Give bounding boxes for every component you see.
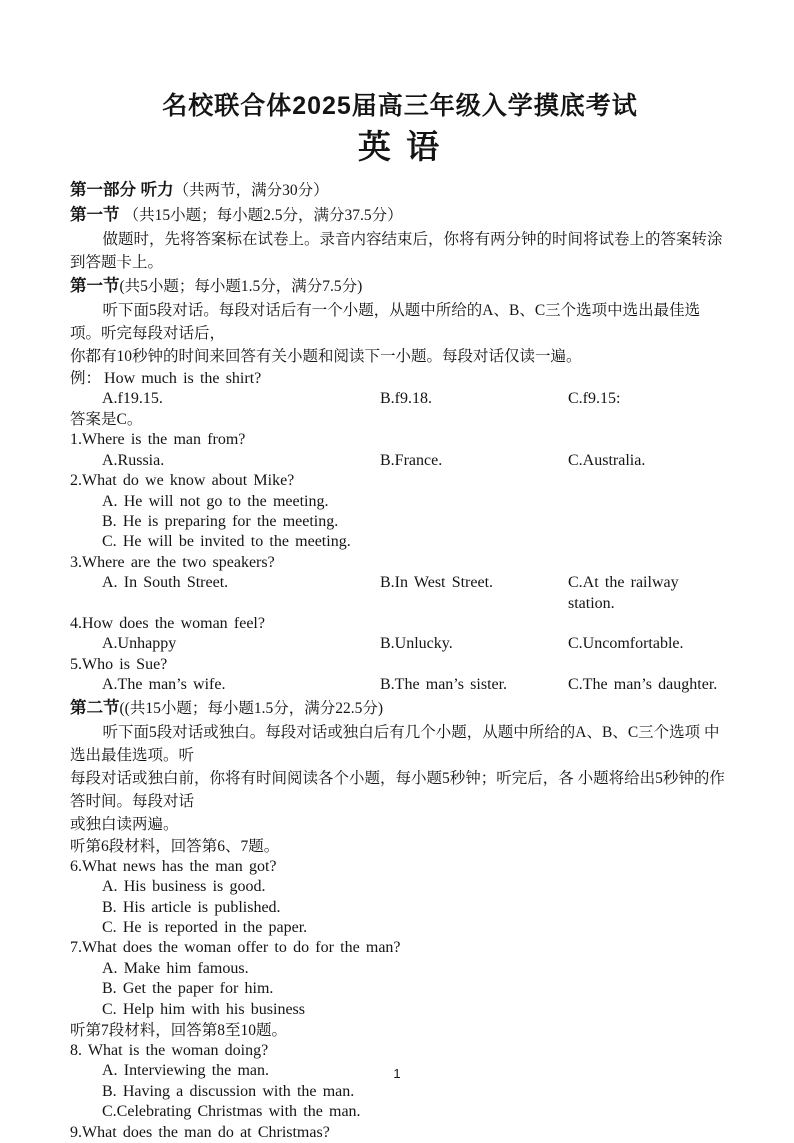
page-number: 1: [393, 1066, 401, 1081]
question-7-option-c: C. Help him with his business: [102, 1000, 306, 1018]
example-option-b: B.f9.18.: [380, 390, 432, 407]
question-5-option-a: A.The man’s wife.: [102, 676, 226, 694]
question-1-option-b: B.France.: [380, 451, 443, 469]
part1-label: 第一部分 听力: [70, 181, 174, 199]
section2-instruction-line-1: 听下面5段对话或独白。每段对话或独白后有几个小题，从题中所给的A、B、C三个选项 中选出最佳选项。听: [70, 723, 720, 764]
section1-heading: [70, 203, 730, 228]
question-8-option-b: B. Having a discussion with the man.: [102, 1082, 355, 1100]
exam-title: 名校联合体2025届高三年级入学摸底考试: [162, 92, 638, 120]
question-3-options: [70, 573, 730, 614]
example-options: [70, 389, 730, 409]
question-3-option-a: A. In South Street.: [102, 574, 229, 592]
question-4-option-b: B.Unlucky.: [380, 635, 453, 653]
audio-cue-material-7: 听第7段材料，回答第8至10题。: [70, 1021, 288, 1039]
question-8: 8. What is the woman doing?: [70, 1041, 269, 1059]
example-line: [70, 368, 730, 389]
question-2-option-a: A. He will not go to the meeting.: [102, 492, 329, 510]
section1b-heading: [70, 274, 730, 299]
section1b-instruction-line-2: 你都有10秒钟的时间来回答有关小题和阅读下一小题。每段对话仅读一遍。: [70, 348, 582, 365]
example-label: 例：: [70, 370, 102, 387]
question-1-option-c: C.Australia.: [568, 451, 646, 469]
question-5: 5.Who is Sue?: [70, 655, 168, 673]
question-3: 3.Where are the two speakers?: [70, 553, 275, 571]
question-9: 9.What does the man do at Christmas?: [70, 1123, 330, 1141]
question-3-option-c: C.At the railway station.: [568, 574, 679, 612]
question-6: 6.What news has the man got?: [70, 857, 277, 875]
question-3-option-b: B.In West Street.: [380, 574, 494, 592]
question-8-option-a: A. Interviewing the man.: [102, 1062, 269, 1080]
section2-instruction-line-3: 或独白读两遍。: [70, 815, 179, 833]
question-5-option-c: C.The man’s daughter.: [568, 676, 718, 694]
question-7: 7.What does the woman offer to do for the man?: [70, 939, 401, 957]
section1-note: （共15小题；每小题2.5分，满分37.5分）: [123, 207, 403, 224]
question-4-options: [70, 634, 730, 654]
question-4: 4.How does the woman feel?: [70, 615, 265, 633]
question-5-options: [70, 675, 730, 695]
part1-note: （共两节，满分30分）: [173, 182, 329, 199]
question-6-option-b: B. His article is published.: [102, 898, 281, 916]
question-6-option-c: C. He is reported in the paper.: [102, 918, 308, 936]
question-4-option-c: C.Uncomfortable.: [568, 635, 684, 653]
section1b-instruction-line-1: 听下面5段对话。每段对话后有一个小题，从题中所给的A、B、C三个选项中选出最佳选项。听完每段对话后，: [70, 302, 701, 342]
question-8-option-c: C.Celebrating Christmas with the man.: [102, 1103, 361, 1121]
question-5-option-b: B.The man’s sister.: [380, 676, 508, 694]
section2-instruction-line-2: 每段对话或独白前，你将有时间阅读各个小题，每小题5秒钟；听完后，各 小题将给出5秒钟的作答时间。每段对话: [70, 769, 725, 810]
section1b-note: (共5小题；每小题1.5分，满分7.5分): [119, 278, 363, 295]
question-7-option-a: A. Make him famous.: [102, 959, 249, 977]
section2-heading: [70, 696, 730, 721]
question-6-option-a: A. His business is good.: [102, 878, 266, 896]
section1-label: 第一节: [70, 206, 120, 224]
question-4-option-a: A.Unhappy: [102, 635, 177, 653]
section2-label: 第二节: [70, 698, 120, 717]
exam-subject: 英 语: [357, 128, 443, 165]
example-option-a: A.f19.15.: [102, 390, 163, 407]
question-2-option-c: C. He will be invited to the meeting.: [102, 533, 351, 551]
example-question: How much is the shirt?: [104, 370, 262, 387]
question-1-option-a: A.Russia.: [102, 451, 165, 469]
example-option-c: C.f9.15:: [568, 390, 621, 407]
section2-note: ((共15小题；每小题1.5分，满分22.5分): [119, 699, 383, 717]
audio-cue-material-6: 听第6段材料，回答第6、7题。: [70, 837, 280, 855]
question-1: 1.Where is the man from?: [70, 431, 246, 449]
section1-instruction: 做题时，先将答案标在试卷上。录音内容结束后，你将有两分钟的时间将试卷上的答案转涂到答题卡上。: [70, 231, 723, 271]
question-2-option-b: B. He is preparing for the meeting.: [102, 513, 339, 531]
part1-heading: [70, 178, 730, 203]
example-answer: 答案是C。: [70, 411, 143, 429]
question-7-option-b: B. Get the paper for him.: [102, 980, 274, 998]
section1b-label: 第一节: [70, 277, 120, 295]
question-2: 2.What do we know about Mike?: [70, 472, 295, 490]
question-1-options: [70, 451, 730, 471]
